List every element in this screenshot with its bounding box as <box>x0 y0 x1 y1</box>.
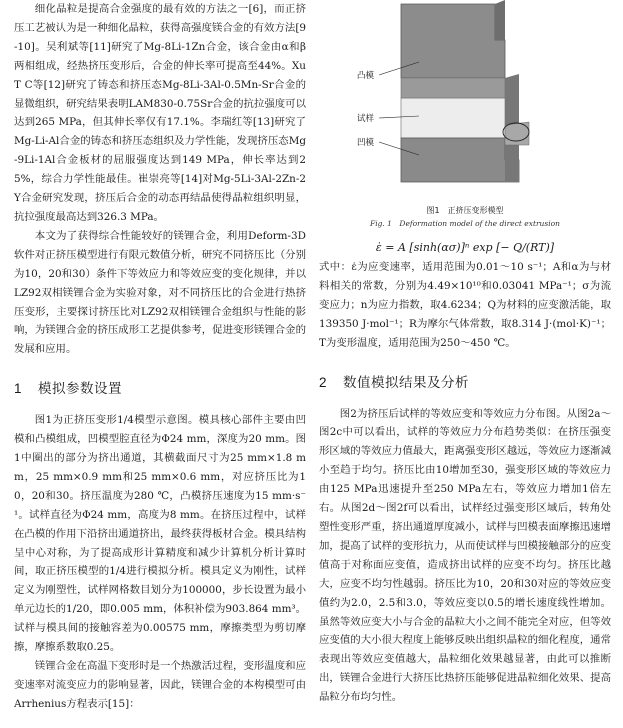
punch-side-face <box>495 0 505 40</box>
figure-caption-cn: 图1 正挤压变形模型 <box>426 206 504 215</box>
section-2-title: 数值模拟结果及分析 <box>343 374 470 390</box>
intro-paragraph-2: 本文为了获得综合性能较好的镁锂合金，利用Deform-3D软件对正挤压模型进行有限元数值分析，研究不同挤压比（分别为10，20和30）条件下等效应力和等效应变的变化规律，并以LZ92双相镁锂合金为实验对象，对不同挤压比的合金进行热挤压变形，主要探讨挤压比对LZ92双相镁锂合金组织与性能的影响，为镁锂合金的挤压成形工艺提供参考，促进变形镁锂合金的发展和应用。 <box>14 229 306 356</box>
extrusion-model-diagram <box>319 0 611 205</box>
left-column <box>14 0 306 714</box>
section-1-number: 1 <box>14 381 23 397</box>
right-column <box>319 0 611 707</box>
figure-1 <box>319 0 611 205</box>
die-upper-band <box>401 78 505 98</box>
section-2-number: 2 <box>319 374 328 390</box>
die-shape <box>401 138 519 182</box>
punch-shape <box>401 4 505 78</box>
punch-label: 凸模 <box>357 71 375 81</box>
section-2-heading <box>319 371 611 391</box>
section-1-heading <box>14 377 306 397</box>
figure-caption-en: Fig. 1 Deformation model of the direct extrusion <box>369 219 560 228</box>
section-2-paragraph: 图2为挤压后试样的等效应变和等效应力分布图。从图2a～图2c中可以看出，试样的等效应力分布趋势类似：在挤压强变形区域的等效应力值最大，距离强变形区越远，等效应力逐渐减小至趋于均匀。挤压比由10增加至30，强变形区域的等效应力由125 MPa迅速提升至250 MPa左右，等效应力增加1倍左右。从图2d～图2f可以看出，试样经过强变形区域后，转角处塑性变形严重，挤出通道厚度减小，试样与凹模表面摩擦迅速增加，提高了试样的变形抗力，从而使试样与凹模接触部分的应变值高于对称面应变值，造成挤出试样的应变不均匀。挤压比越大，应变不均匀性越弱。挤压比为10，20和30对应的等效应变值约为2.0，2.5和3.0，等效应变以0.5的增长速度线性增加。虽然等效应变大小与合金的晶粒大小之间不能完全对应，但等效应变值的大小很大程度上能够反映出组织晶粒的细化程度，通常表现出等效应变值越大，晶粒细化效果越显著，由此可以推断出，镁锂合金进行大挤压比热挤压能够促进晶粒细化效果、提高晶粒分布均匀性。 <box>319 407 611 704</box>
sample-label: 试样 <box>357 114 375 124</box>
sample-shape <box>401 98 505 138</box>
section-1-paragraph-2: 镁锂合金在高温下变形时是一个热激活过程，变形温度和应变速率对流变应力的影响显著，因此，镁锂合金的本构模型可由Arrhenius方程表示[15]： <box>14 660 306 710</box>
section-1-paragraph-1: 图1为正挤压变形1/4模型示意图。模具核心部件主要由凹模和凸模组成，凹模型腔直径为Φ24 mm，深度为20 mm。图1中圈出的部分为挤出通道，其横截面尺寸为25 mm×1.8 mm，25 mm×0.9 mm和25 mm×0.6 mm，对应挤压比为10，20和30。挤压温度为280 ℃，凸模挤压速度为15 mm·s⁻¹。试样直径为Φ24 mm，高度为8 mm。在挤压过程中，试样在凸模的作用下沿挤出通道挤出，最终获得板材合金。模具结构呈中心对称，为了提高成形计算精度和减少计算机分析计算时间，取正挤压模型的1/4进行模拟分析。模具定义为刚性，试样定义为刚塑性，试样网格数目划分为100000，步长设置为最小单元边长的1/20，即0.005 mm，体积补偿为903.864 mm³。试样与模具间的接触容差为0.00575 mm，摩擦类型为剪切摩擦，摩擦系数取0.25。 <box>14 414 306 654</box>
die-label: 凹模 <box>357 138 375 148</box>
arrhenius-formula: ε̇ = A [sinh(ασ)]ⁿ exp [− Q/(RT)] <box>375 241 555 254</box>
section-1-title: 模拟参数设置 <box>38 381 123 397</box>
intro-paragraph-1: 细化晶粒是提高合金强度的最有效的方法之一[6]，而正挤压工艺被认为是一种细化晶粒，获得高强度镁合金的有效方法[9-10]。吴利斌等[11]研究了Mg-8Li-1Zn合金，该合金由α和β两相组成，经热挤压变形后，合金的伸长率可提高至44%。Xu T C等[12]研究了铸态和挤压态Mg-8Li-3Al-0.5Mn-Sr合金的显微组织，研究结果表明LAM830-0.75Sr合金的抗拉强度可以达到265 MPa，但其伸长率仅有17.1%。李瑞红等[13]研究了Mg-Li-Al合金的铸态和挤压态组织及力学性能，发现挤压态Mg-9Li-1Al合金板材的屈服强度达到149 MPa，伸长率达到25%，综合力学性能最佳。崔崇亮等[14]对Mg-5Li-3Al-2Zn-2Y合金研究发现，挤压后合金的动态再结晶使得晶粒组织明显，抗拉强度最高达到326.3 MPa。 <box>14 3 306 223</box>
formula-explanation: 式中：ε̇为应变速率，适用范围为0.01～10 s⁻¹；A和α为与材料相关的常数，分别为4.49×10¹⁰和0.03041 MPa⁻¹；σ为流变应力；n为应力指数，取4.6234；Q为材料的应变激活能，取139350 J·mol⁻¹；R为摩尔气体常数，取8.314 J·(mol·K)⁻¹；T为变形温度，适用范围为250～450 ℃。 <box>319 261 611 349</box>
